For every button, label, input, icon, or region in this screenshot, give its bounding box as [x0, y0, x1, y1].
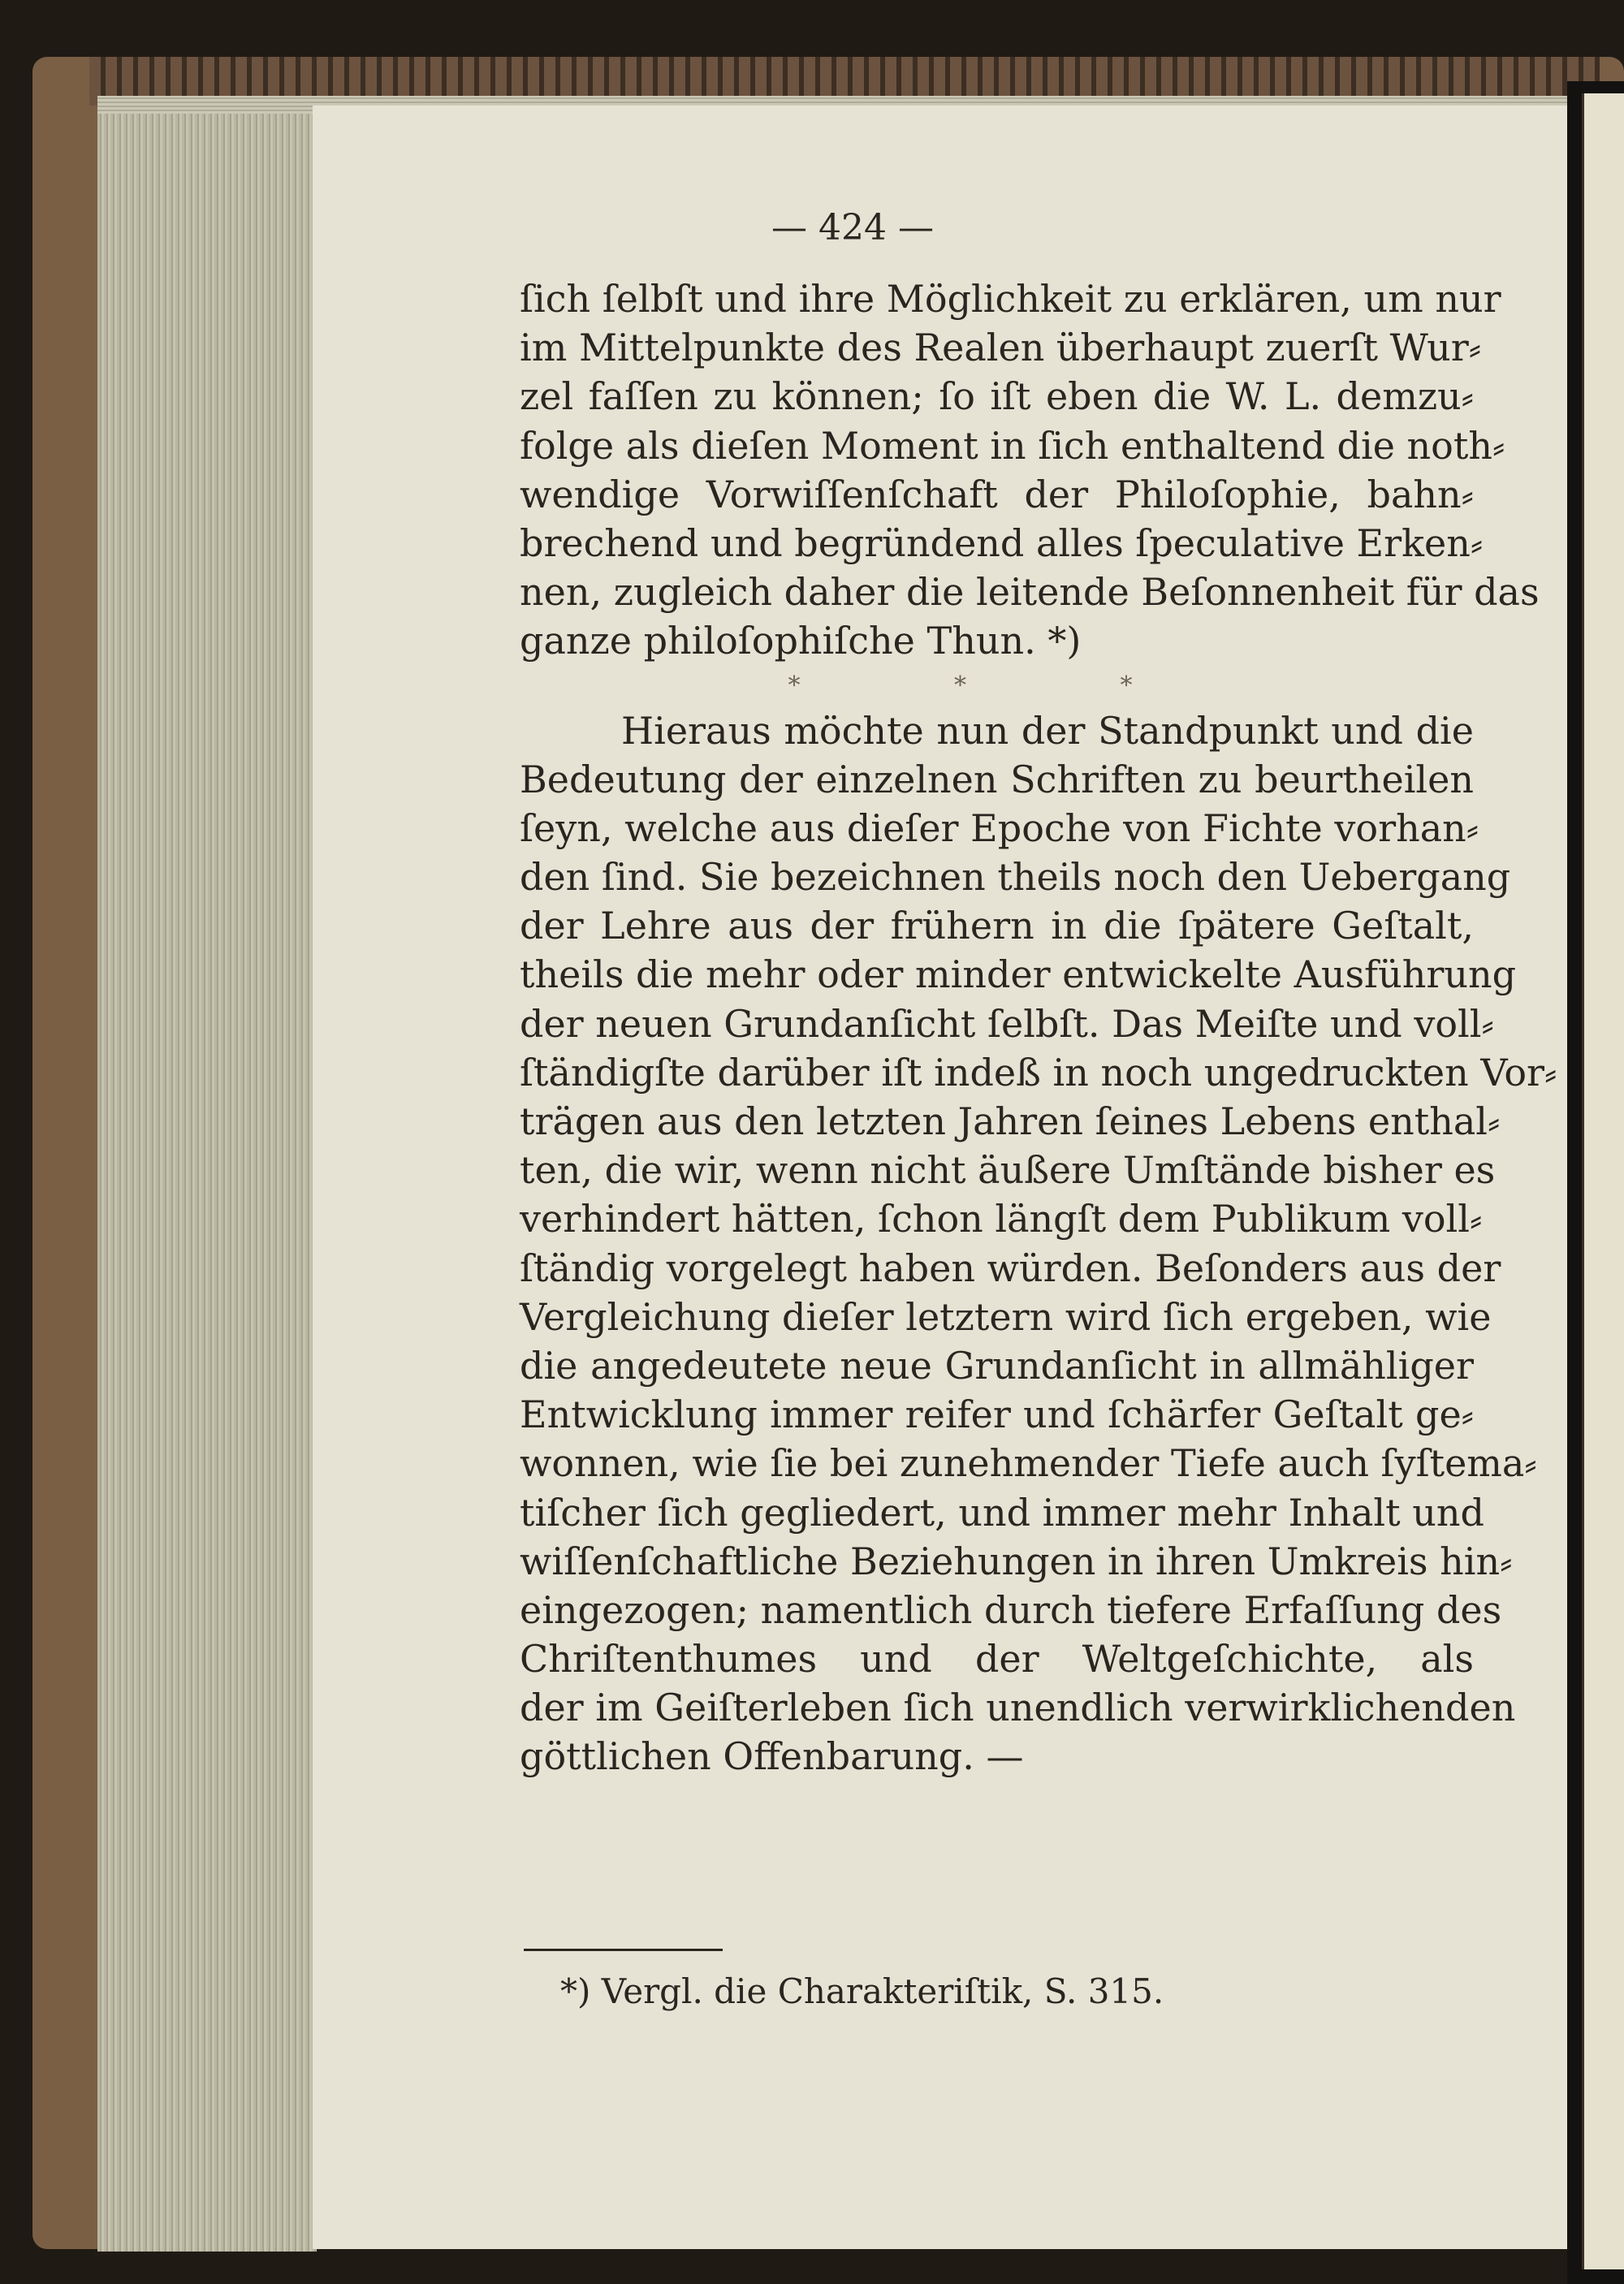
text-line: ſeyn, welche aus dieſer Epoche von Fichte vorhan⸗: [520, 805, 1479, 850]
text-line: eingezogen; namentlich durch tiefere Erfaſſung des: [520, 1587, 1502, 1632]
page-number: — 424 —: [771, 207, 934, 248]
text-line: brechend und begründend alles ſpeculative Erken⸗: [520, 520, 1484, 565]
text-line: Entwicklung immer reifer und ſchärfer Geſtalt ge⸗: [520, 1392, 1474, 1437]
text-line: ſtändigſte darüber iſt indeß in noch ungedruckten Vor⸗: [520, 1050, 1557, 1095]
text-line: ſich ſelbſt und ihre Möglichkeit zu erklären, um nur: [520, 277, 1501, 321]
footnote: *) Vergl. die Charakteriſtik, S. 315.: [560, 1971, 1164, 2011]
text-line: die angedeutete neue Grundanſicht in allmähliger: [520, 1343, 1474, 1388]
text-line: nen, zugleich daher die leitende Beſonnenheit für das: [520, 570, 1540, 615]
text-line: tiſcher ſich gegliedert, und immer mehr Inhalt und: [520, 1490, 1484, 1535]
page-text: [520, 274, 1557, 1781]
section-separator: * * *: [788, 671, 1206, 700]
text-line: zel faſſen zu können; ſo iſt eben die W. L. demzu⸗: [520, 374, 1474, 419]
text-line: trägen aus den letzten Jahren ſeines Lebens enthal⸗: [520, 1099, 1501, 1143]
text-line: ganze philoſophiſche Thun. *): [520, 619, 1082, 663]
text-line: der Lehre aus der frühern in die ſpätere Geſtalt,: [520, 904, 1474, 948]
text-line: wonnen, wie ſie bei zunehmender Tiefe auch ſyſtema⸗: [520, 1441, 1537, 1486]
text-line: Vergleichung dieſer letztern wird ſich ergeben, wie: [520, 1294, 1492, 1339]
text-line: folge als dieſen Moment in ſich enthaltend die noth⸗: [520, 423, 1505, 468]
text-line: verhindert hätten, ſchon längſt dem Publikum voll⸗: [520, 1197, 1483, 1241]
text-line: theils die mehr oder minder entwickelte Ausführung: [520, 952, 1517, 997]
text-line: ſtändig vorgelegt haben würden. Beſonders aus der: [520, 1246, 1501, 1290]
text-line: wiſſenſchaftliche Beziehungen in ihren Umkreis hin⸗: [520, 1539, 1513, 1583]
paragraph-2: [520, 706, 1557, 1781]
facing-page-edge: [1582, 93, 1624, 2269]
footnote-rule: [524, 1949, 723, 1951]
text-line: den ſind. Sie bezeichnen theils noch den Uebergang: [520, 855, 1511, 900]
text-line: wendige Vorwiſſenſchaft der Philoſophie, bahn⸗: [520, 472, 1474, 516]
text-line: im Mittelpunkte des Realen überhaupt zuerſt Wur⸗: [520, 326, 1482, 370]
text-line: der neuen Grundanſicht ſelbſt. Das Meiſte und voll⸗: [520, 1001, 1494, 1046]
text-line: der im Geiſterleben ſich unendlich verwirklichenden: [520, 1686, 1516, 1730]
text-line: Hieraus möchte nun der Standpunkt und die: [621, 708, 1474, 753]
text-line: ten, die wir, wenn nicht äußere Umſtände bisher es: [520, 1148, 1496, 1193]
page-block-edge: [97, 96, 317, 2252]
text-line: göttlichen Offenbarung. —: [520, 1734, 1024, 1779]
paragraph-1: [520, 274, 1540, 666]
text-line: Chriſtenthumes und der Weltgeſchichte, als: [520, 1637, 1474, 1682]
text-line: Bedeutung der einzelnen Schriften zu beurtheilen: [520, 757, 1474, 801]
